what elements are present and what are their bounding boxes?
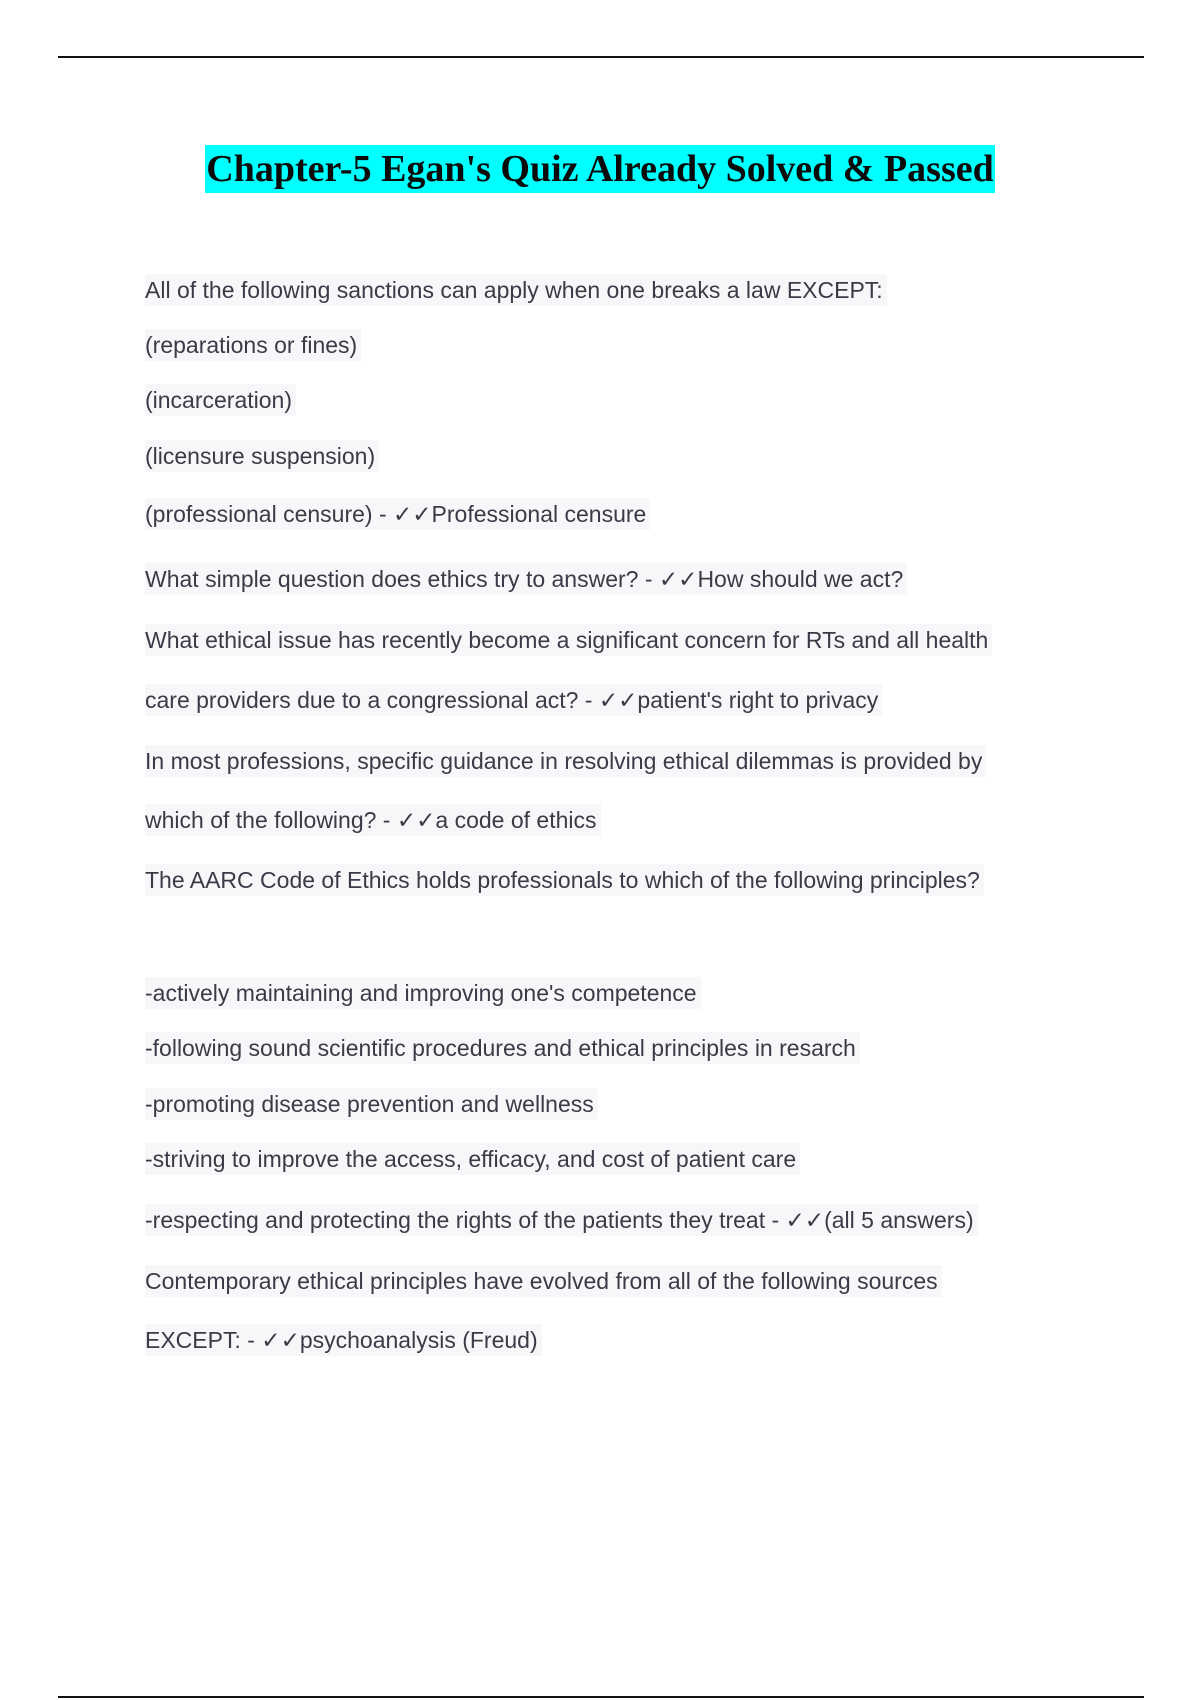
bottom-rule	[58, 1696, 1144, 1698]
question-text: In most professions, specific guidance in resolving ethical dilemmas is provided by	[145, 745, 986, 777]
principle-item: -actively maintaining and improving one's competence	[145, 977, 701, 1009]
principle-item: -striving to improve the access, efficacy, and cost of patient care	[145, 1143, 800, 1175]
title-container	[0, 145, 1200, 193]
question-text: Contemporary ethical principles have evolved from all of the following sources	[145, 1265, 942, 1297]
document-title: Chapter-5 Egan's Quiz Already Solved & Passed	[205, 145, 995, 193]
principle-item: -promoting disease prevention and wellness	[145, 1088, 598, 1120]
question-with-answer: which of the following? - ✓✓a code of ethics	[145, 804, 601, 836]
principle-item-with-answer: -respecting and protecting the rights of the patients they treat - ✓✓(all 5 answers)	[145, 1204, 978, 1236]
question-text: The AARC Code of Ethics holds professionals to which of the following principles?	[145, 864, 984, 896]
top-rule	[58, 56, 1144, 58]
principle-item: -following sound scientific procedures and ethical principles in resarch	[145, 1032, 860, 1064]
answer-option: (reparations or fines)	[145, 329, 361, 361]
question-with-answer: EXCEPT: - ✓✓psychoanalysis (Freud)	[145, 1324, 542, 1356]
answer-option: (incarceration)	[145, 384, 296, 416]
question-with-answer: What simple question does ethics try to answer? - ✓✓How should we act?	[145, 563, 907, 595]
question-with-answer: care providers due to a congressional act? - ✓✓patient's right to privacy	[145, 684, 882, 716]
answer-option-with-answer: (professional censure) - ✓✓Professional censure	[145, 498, 650, 530]
answer-option: (licensure suspension)	[145, 440, 379, 472]
question-text: All of the following sanctions can apply when one breaks a law EXCEPT:	[145, 274, 887, 306]
question-text: What ethical issue has recently become a significant concern for RTs and all health	[145, 624, 992, 656]
